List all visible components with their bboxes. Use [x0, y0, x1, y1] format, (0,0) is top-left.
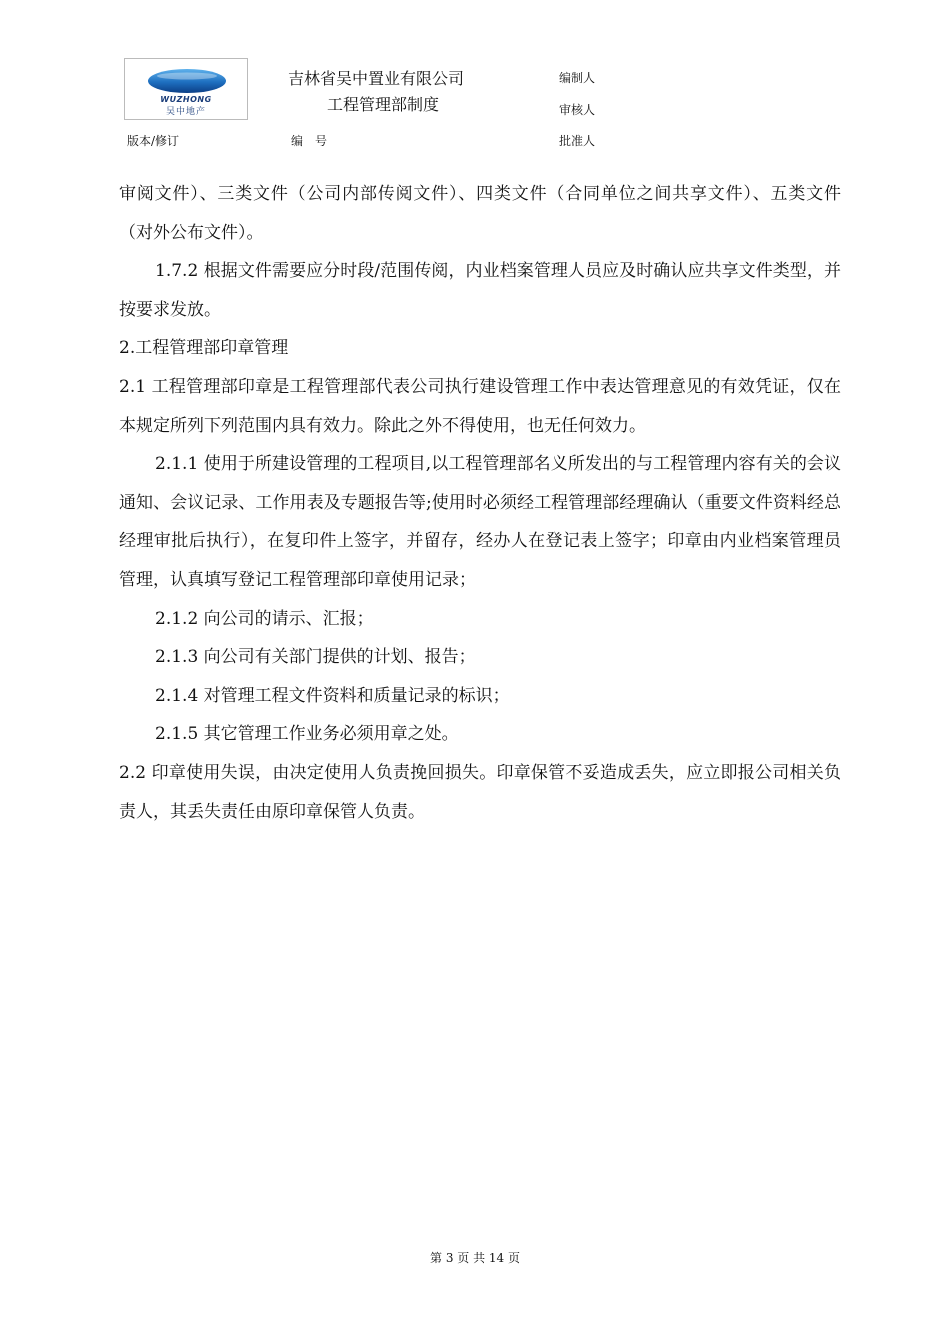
paragraph: 2.2 印章使用失误，由决定使用人负责挽回损失。印章保管不妥造成丢失，应立即报公司相关负责人，其丢失责任由原印章保管人负责。	[119, 762, 841, 822]
page-number: 第 3 页 共 14 页	[430, 1251, 520, 1265]
approver-label: 批准人	[559, 134, 596, 148]
company-logo	[124, 58, 248, 120]
list-item: 2.1.5 其它管理工作业务必须用章之处。	[155, 724, 459, 745]
number-label: 编 号	[291, 134, 328, 148]
paragraph: 2.1.1 使用于所建设管理的工程项目,以工程管理部名义所发出的与工程管理内容有关的会议通知、会议记录、工作用表及专题报告等;使用时必须经工程管理部经理确认（重要文件资料经总经理审批后执行），在复印件上签字，并留存，经办人在登记表上签字；印章由内业档案管理员管理，认真填写登记工程管理部印章使用记录；	[119, 454, 841, 590]
document-body	[119, 175, 841, 831]
section-heading: 2.工程管理部印章管理	[119, 338, 289, 359]
logo-text-en: WUZHONG	[160, 95, 212, 104]
paragraph: 1.7.2 根据文件需要应分时段/范围传阅，内业档案管理人员应及时确认应共享文件类型，并按要求发放。	[119, 261, 841, 320]
list-item: 2.1.3 向公司有关部门提供的计划、报告；	[155, 647, 476, 668]
list-item: 2.1.4 对管理工程文件资料和质量记录的标识；	[155, 685, 510, 706]
version-label: 版本/修订	[127, 134, 180, 148]
paragraph: 2.1 工程管理部印章是工程管理部代表公司执行建设管理工作中表达管理意见的有效凭证，仅在本规定所列下列范围内具有效力。除此之外不得使用，也无任何效力。	[119, 376, 841, 436]
paragraph: 审阅文件）、三类文件（公司内部传阅文件）、四类文件（合同单位之间共享文件）、五类文件（对外公布文件）。	[119, 184, 841, 243]
company-name: 吉林省吴中置业有限公司	[288, 69, 465, 88]
reviewer-label: 审核人	[559, 103, 596, 117]
document-title: 工程管理部制度	[327, 95, 440, 114]
logo-text-cn: 吴中地产	[165, 107, 206, 117]
compiler-label: 编制人	[559, 71, 596, 85]
logo-ellipse-icon	[147, 67, 227, 97]
list-item: 2.1.2 向公司的请示、汇报；	[155, 608, 374, 629]
